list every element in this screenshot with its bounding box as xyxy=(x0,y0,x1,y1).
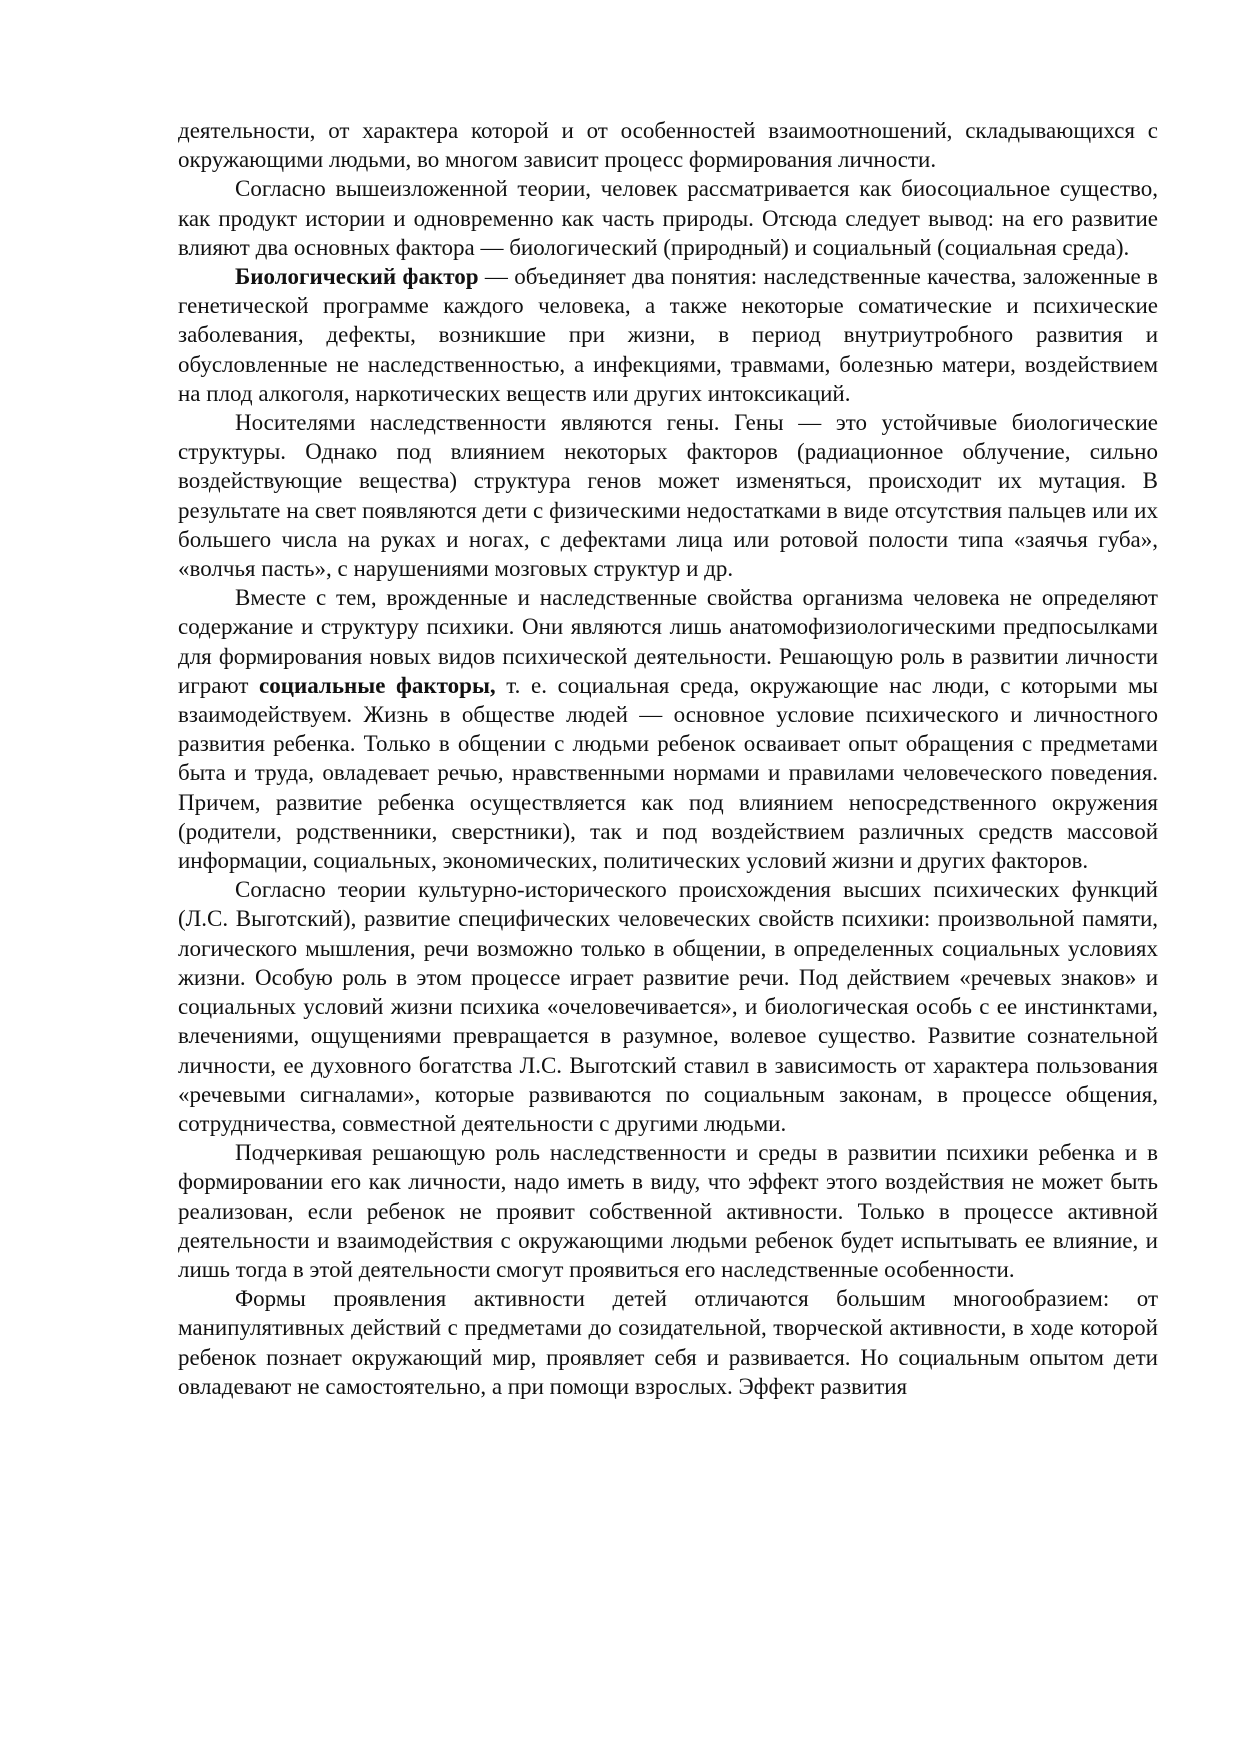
document-page xyxy=(178,116,1158,1646)
paragraph-text: Согласно вышеизложенной теории, человек рассматривается как биосоциальное существо, как продукт истории и одновременно как часть природы. Отсюда следует вывод: на его развитие влияют два основных фактора — биологический (природный) и социальный (социальная среда). xyxy=(178,176,1158,260)
paragraph-child-activity xyxy=(178,1138,1158,1284)
bold-term: социальные факторы, xyxy=(259,672,496,698)
paragraph-biological-factor xyxy=(178,262,1158,408)
bold-term: Биологический фактор xyxy=(235,264,479,290)
paragraph-text: Согласно теории культурно-исторического происхождения высших психических функций (Л.С. Выготский), развитие специфических человеческих свойств психики: произвольной памяти, логического мышления, речи возможно только в общении, в определенных социальных условиях жизни. Особую роль в этом процессе играет развитие речи. Под действием «речевых знаков» и социальных условий жизни психика «очеловечивается», и биологическая особь с ее инстинктами, влечениями, ощущениями превращается в разумное, волевое существо. Развитие сознательной личности, ее духовного богатства Л.С. Выготский ставил в зависимость от характера пользования «речевыми сигналами», которые развиваются по социальным законам, в процессе общения, сотрудничества, совместной деятельности с другими людьми. xyxy=(178,877,1158,1136)
paragraph-social-factors xyxy=(178,583,1158,875)
paragraph-activity-forms xyxy=(178,1284,1158,1401)
paragraph-text: т. е. социальная среда, окружающие нас люди, с которыми мы взаимодействуем. Жизнь в обществе людей — основное условие психического и личностного развития ребенка. Только в общении с людьми ребенок осваивает опыт обращения с предметами быта и труда, овладевает речью, нравственными нормами и правилами человеческого поведения. Причем, развитие ребенка осуществляется как под влиянием непосредственного окружения (родители, родственники, сверстники), так и под воздействием различных средств массовой информации, социальных, экономических, политических условий жизни и других факторов. xyxy=(178,672,1158,874)
paragraph-text: — объединяет два понятия: наследственные качества, заложенные в генетической программе каждого человека, а также некоторые соматические и психические заболевания, дефекты, возникшие при жизни, в период внутриутробного развития и обусловленные не наследственностью, а инфекциями, травмами, болезнью матери, воздействием на плод алкоголя, наркотических веществ или других интоксикаций. xyxy=(178,264,1158,406)
paragraph-heredity-genes xyxy=(178,408,1158,583)
paragraph-continuation xyxy=(178,116,1158,174)
paragraph-text: Формы проявления активности детей отличаются большим многообразием: от манипулятивных действий с предметами до созидательной, творческой активности, в ходе которой ребенок познает окружающий мир, проявляет себя и развивается. Но социальным опытом дети овладевают не самостоятельно, а при помощи взрослых. Эффект развития xyxy=(178,1286,1158,1399)
paragraph-text: Носителями наследственности являются гены. Гены — это устойчивые биологические структуры. Однако под влиянием некоторых факторов (радиационное облучение, сильно воздействующие вещества) структура генов может изменяться, происходит их мутация. В результате на свет появляются дети с физическими недостатками в виде отсутствия пальцев или их большего числа на руках и ногах, с дефектами лица или ротовой полости типа «заячья губа», «волчья пасть», с нарушениями мозговых структур и др. xyxy=(178,410,1158,582)
paragraph-text: деятельности, от характера которой и от особенностей взаимоотношений, складывающихся с окружающими людьми, во многом зависит процесс формирования личности. xyxy=(178,118,1158,173)
paragraph-vygotsky-theory xyxy=(178,875,1158,1138)
paragraph-text: Подчеркивая решающую роль наследственности и среды в развитии психики ребенка и в формировании его как личности, надо иметь в виду, что эффект этого воздействия не может быть реализован, если ребенок не проявит собственной активности. Только в процессе активной деятельности и взаимодействия с окружающими людьми ребенок будет испытывать ее влияние, и лишь тогда в этой деятельности смогут проявиться его наследственные особенности. xyxy=(178,1140,1158,1282)
paragraph-text: Вместе с тем, врожденные и наследственные свойства организма человека не определяют содержание и структуру психики. Они являются лишь анатомофизиологическими предпосылками для формирования новых видов психической деятельности. Решающую роль в развитии личности играют xyxy=(178,585,1158,698)
paragraph-biosocial-theory xyxy=(178,174,1158,262)
